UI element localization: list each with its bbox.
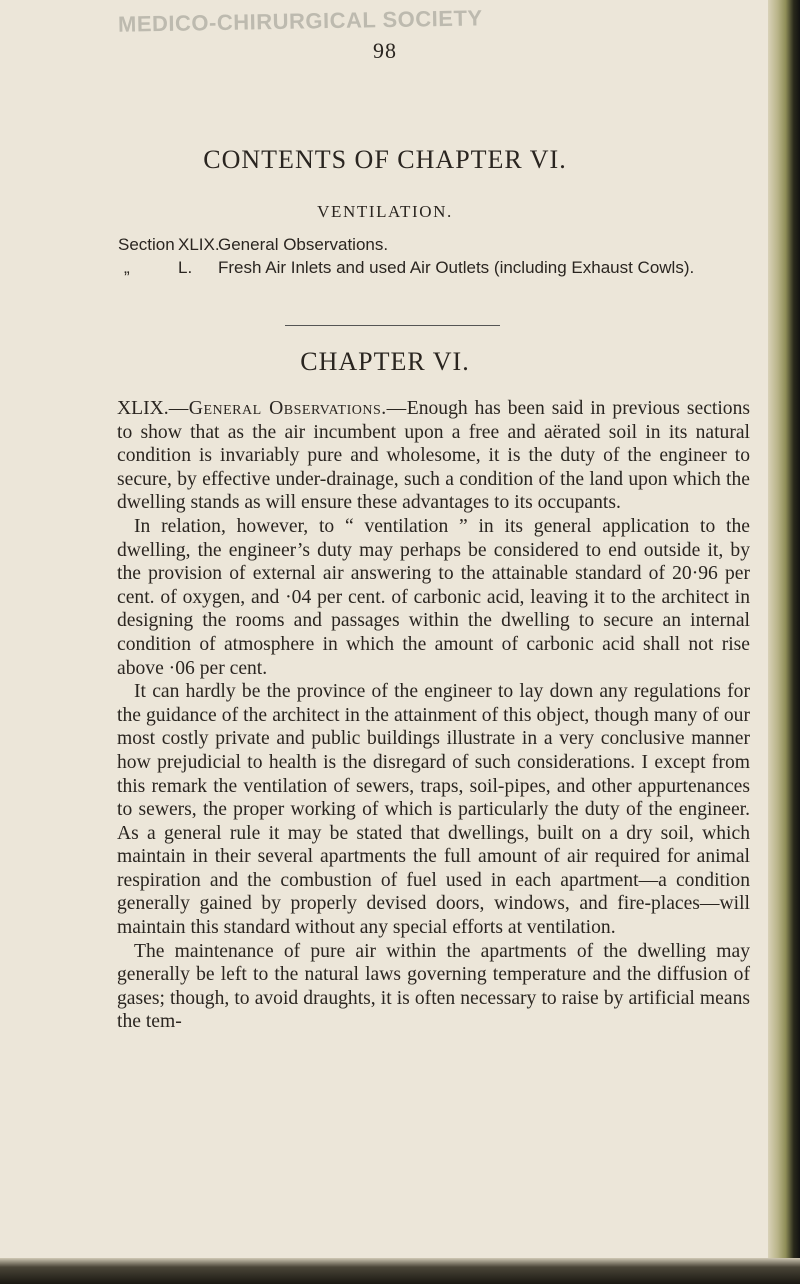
- page-number: 98: [373, 38, 397, 63]
- chapter-body: [117, 397, 750, 1034]
- library-stamp: MEDICO-CHIRURGICAL SOCIETY: [117, 5, 483, 37]
- contents-subtitle: VENTILATION.: [317, 202, 453, 221]
- contents-entry-label: „: [124, 258, 130, 277]
- page-edge-bottom: [0, 1258, 800, 1284]
- section-number: XLIX.: [117, 398, 169, 419]
- page-edge-right: [768, 0, 800, 1284]
- contents-list: [118, 236, 738, 282]
- contents-title: CONTENTS OF CHAPTER VI.: [203, 145, 567, 174]
- contents-entry-label: Section: [118, 235, 175, 254]
- contents-entry-text: Fresh Air Inlets and used Air Outlets (including Exhaust Cowls).: [218, 258, 695, 277]
- paragraph-text: Enough has been said in previous sections to show that as the air incumbent upon a free and aërated soil in its natural condition is invariably pure and wholesome, it is the duty of the engineer to secure, by effective under-drainage, such a condition of the land upon which the dwelling stands as will ensure these advantages to its occupants.: [117, 398, 750, 514]
- body-paragraph: In relation, however, to “ ventilation ” in its general application to the dwelling, the engineer’s duty may perhaps be considered to end outside it, by the provision of external air answering to the attainable standard of 20·96 per cent. of oxygen, and ·04 per cent. of carbonic acid, leaving it to the architect in designing the rooms and passages within the dwelling to secure an internal condition of atmosphere in which the amount of carbonic acid shall not rise above ·06 per cent.: [117, 515, 750, 679]
- contents-entry-text: General Observations.: [218, 235, 389, 254]
- contents-entry-number: L.: [178, 258, 193, 277]
- contents-entry: [118, 259, 738, 277]
- section-heading: —General Observations.—: [168, 398, 407, 419]
- chapter-title: CHAPTER VI.: [300, 347, 470, 376]
- contents-entry-number: XLIX.: [178, 235, 220, 254]
- body-paragraph: The maintenance of pure air within the apartments of the dwelling may generally be left to the natural laws governing temperature and the diffusion of gases; though, to avoid draughts, it is often necessary to raise by artificial means the tem-: [117, 940, 750, 1033]
- body-paragraph: [117, 397, 750, 515]
- contents-entry: [118, 236, 738, 254]
- section-divider: [285, 325, 500, 326]
- body-paragraph: It can hardly be the province of the engineer to lay down any regulations for the guidance of the architect in the attainment of this object, though many of our most costly private and public buildings illustrate in a very conclusive manner how prejudicial to health is the disregard of such considerations. I except from this remark the ventilation of sewers, traps, soil-pipes, and other appurtenances to sewers, the proper working of which is particularly the duty of the engineer. As a general rule it may be stated that dwellings, built on a dry soil, which maintain in their several apartments the full amount of air required for animal respiration and the combustion of fuel used in each apartment—a condition generally gained by properly devised doors, windows, and fire-places—will maintain this standard without any special efforts at ventilation.: [117, 681, 750, 939]
